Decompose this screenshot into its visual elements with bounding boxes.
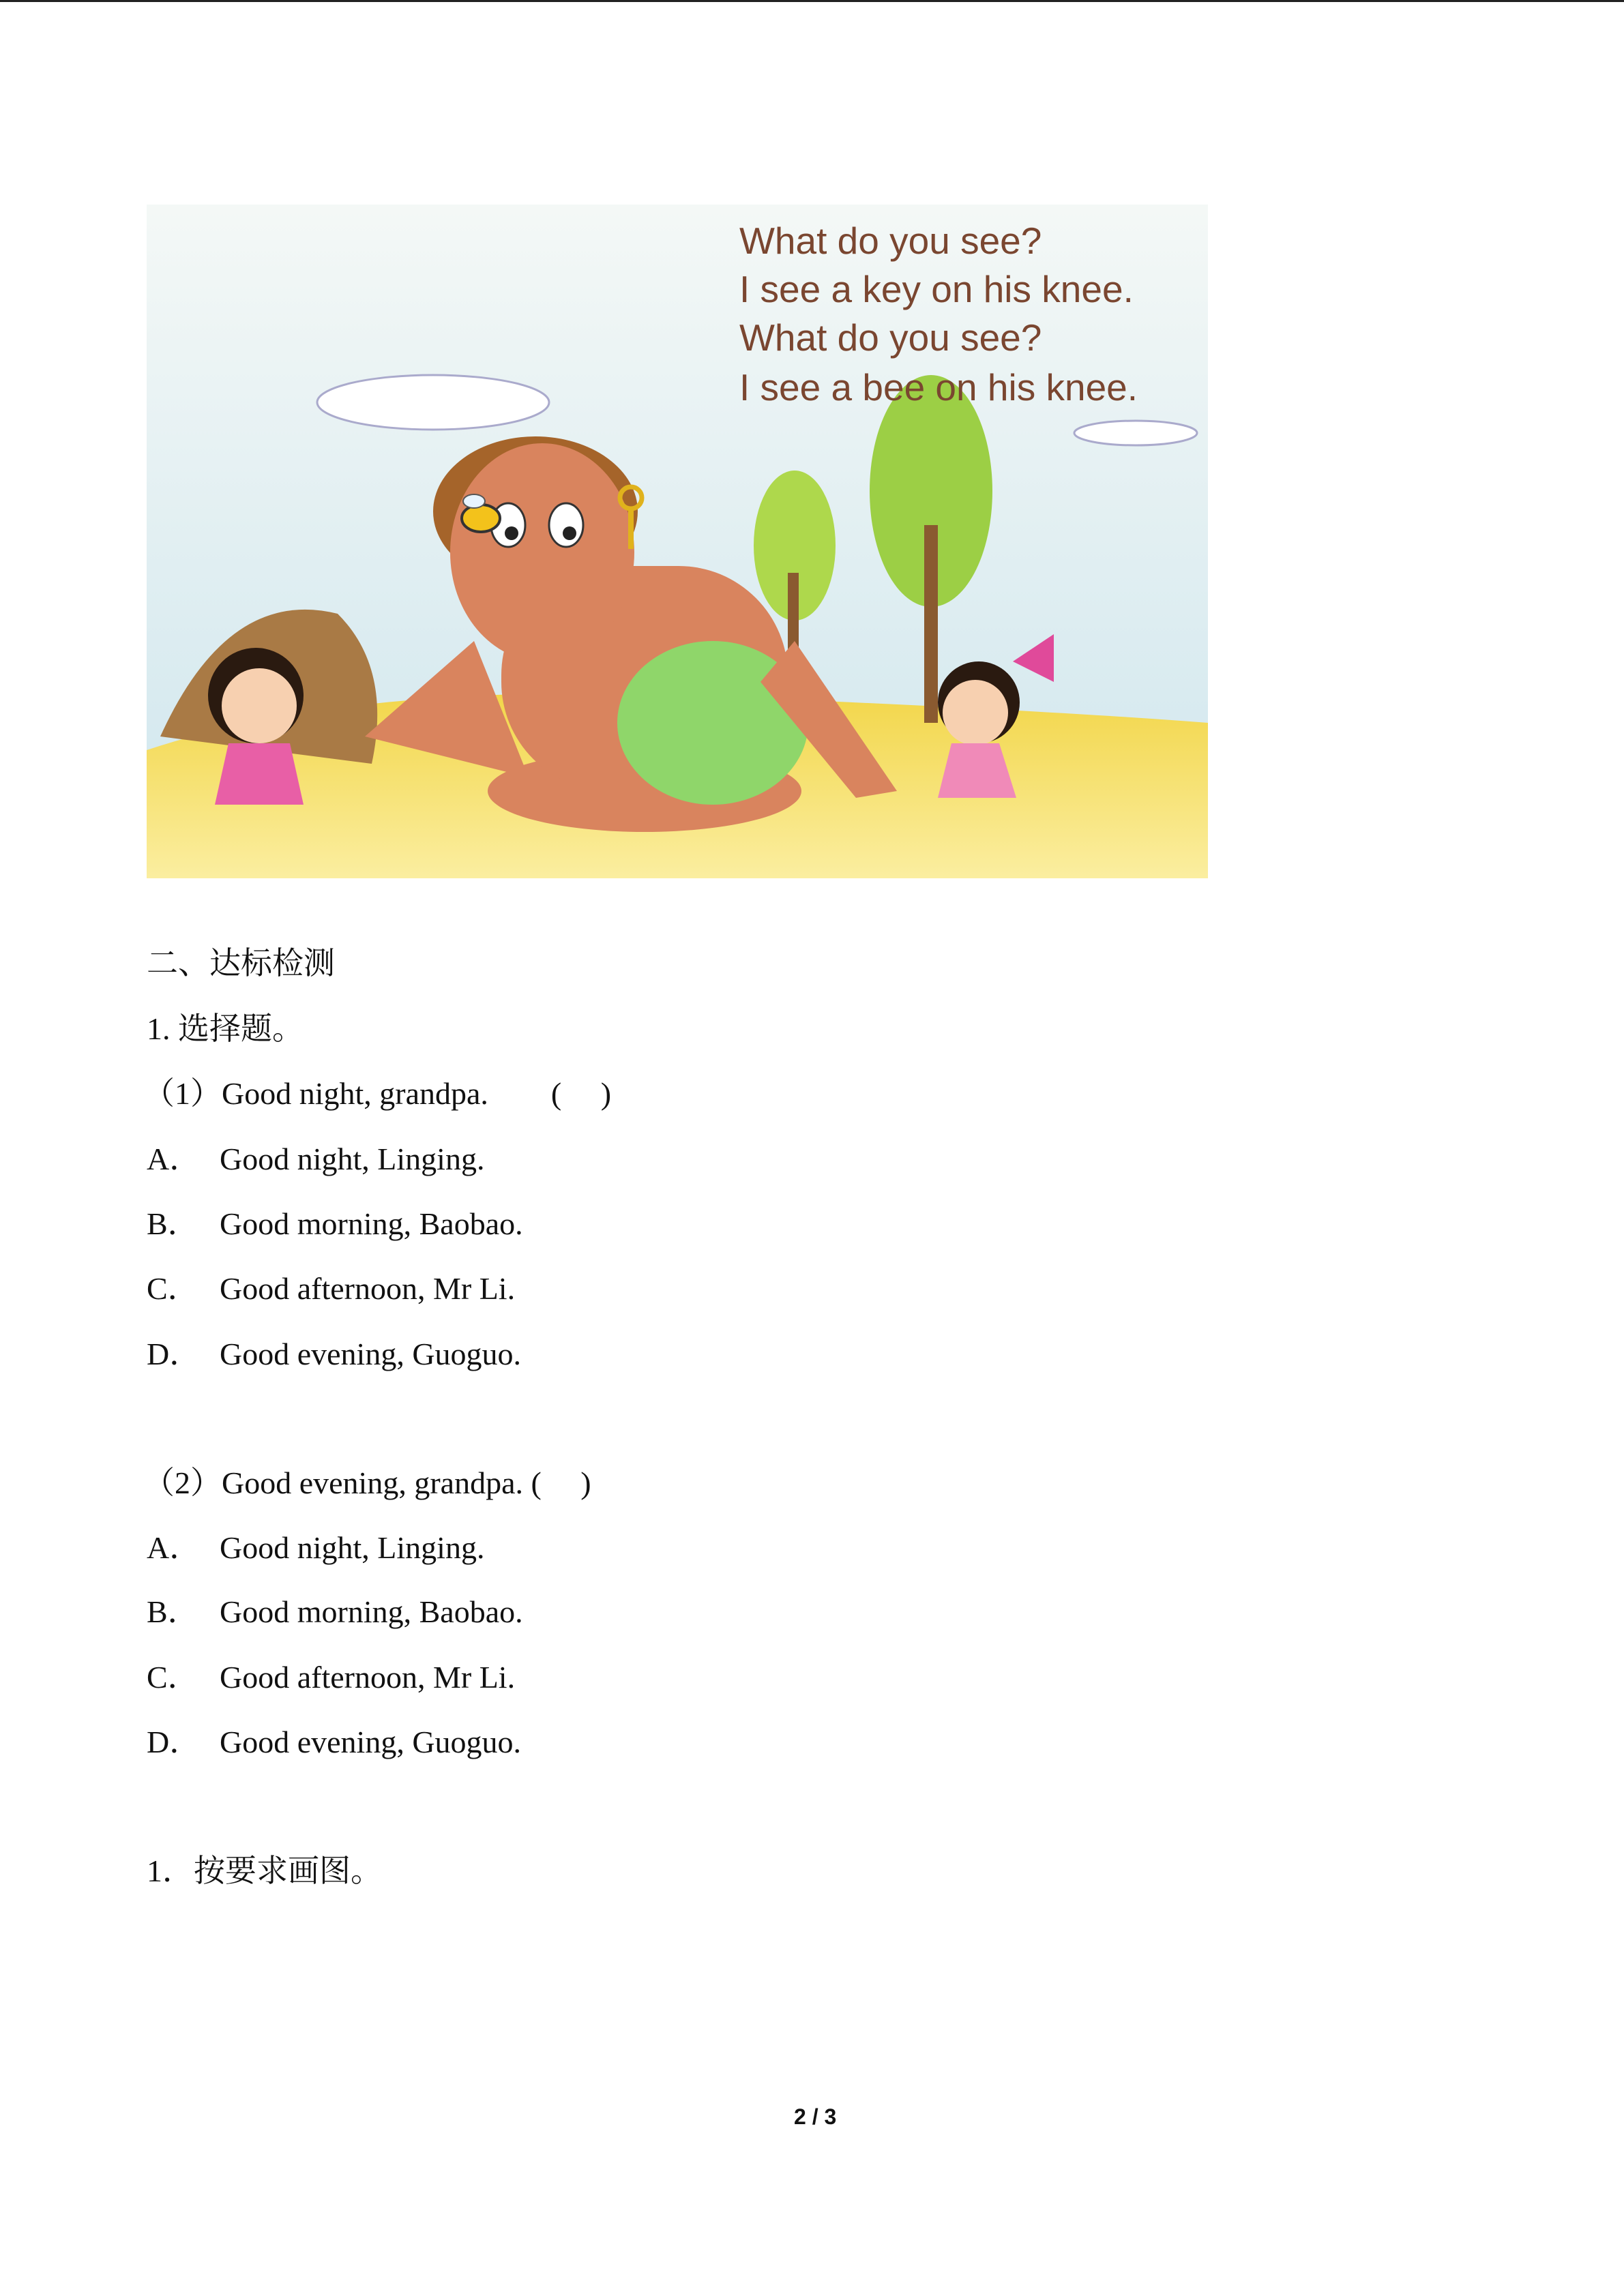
question-prompt: （2）Good evening, grandpa. ( ): [143, 1465, 591, 1500]
option-text: Good afternoon, Mr Li.: [220, 1271, 516, 1306]
section-heading: 二、达标检测: [147, 946, 335, 981]
option-a: [147, 1144, 484, 1175]
option-c: [147, 1273, 515, 1304]
page-number: 2 / 3: [794, 2104, 837, 2129]
option-d: [147, 1339, 521, 1370]
option-letter: B．: [147, 1594, 199, 1629]
question-title: 1. 选择题。: [147, 1011, 304, 1046]
illustration-caption-line: I see a bee on his knee.: [739, 366, 1138, 408]
option-letter: C．: [147, 1660, 199, 1695]
option-letter: D．: [147, 1725, 201, 1759]
option-letter: D．: [147, 1337, 201, 1371]
option-letter: C．: [147, 1271, 199, 1306]
option-text: Good evening, Guoguo.: [220, 1337, 522, 1371]
option-text: Good night, Linging.: [220, 1142, 485, 1176]
question-title: 1．按要求画图。: [147, 1853, 382, 1888]
option-text: Good afternoon, Mr Li.: [220, 1660, 516, 1695]
option-text: Good morning, Baobao.: [220, 1206, 523, 1241]
option-d: [147, 1727, 521, 1758]
option-text: Good morning, Baobao.: [220, 1594, 523, 1629]
illustration-caption-line: What do you see?: [739, 316, 1042, 359]
option-letter: A．: [147, 1530, 201, 1565]
page-top-border: [0, 0, 1624, 2]
illustration-caption-line: I see a key on his knee.: [739, 268, 1134, 310]
option-letter: B．: [147, 1206, 199, 1241]
option-b: [147, 1596, 523, 1628]
option-text: Good night, Linging.: [220, 1530, 485, 1565]
option-letter: A．: [147, 1142, 201, 1176]
option-b: [147, 1208, 523, 1240]
option-a: [147, 1532, 484, 1564]
girl-left: [208, 648, 304, 805]
question-prompt: （1）Good night, grandpa. ( ): [143, 1076, 612, 1111]
option-text: Good evening, Guoguo.: [220, 1725, 522, 1759]
option-c: [147, 1662, 515, 1693]
illustration-caption-line: What do you see?: [739, 220, 1042, 262]
